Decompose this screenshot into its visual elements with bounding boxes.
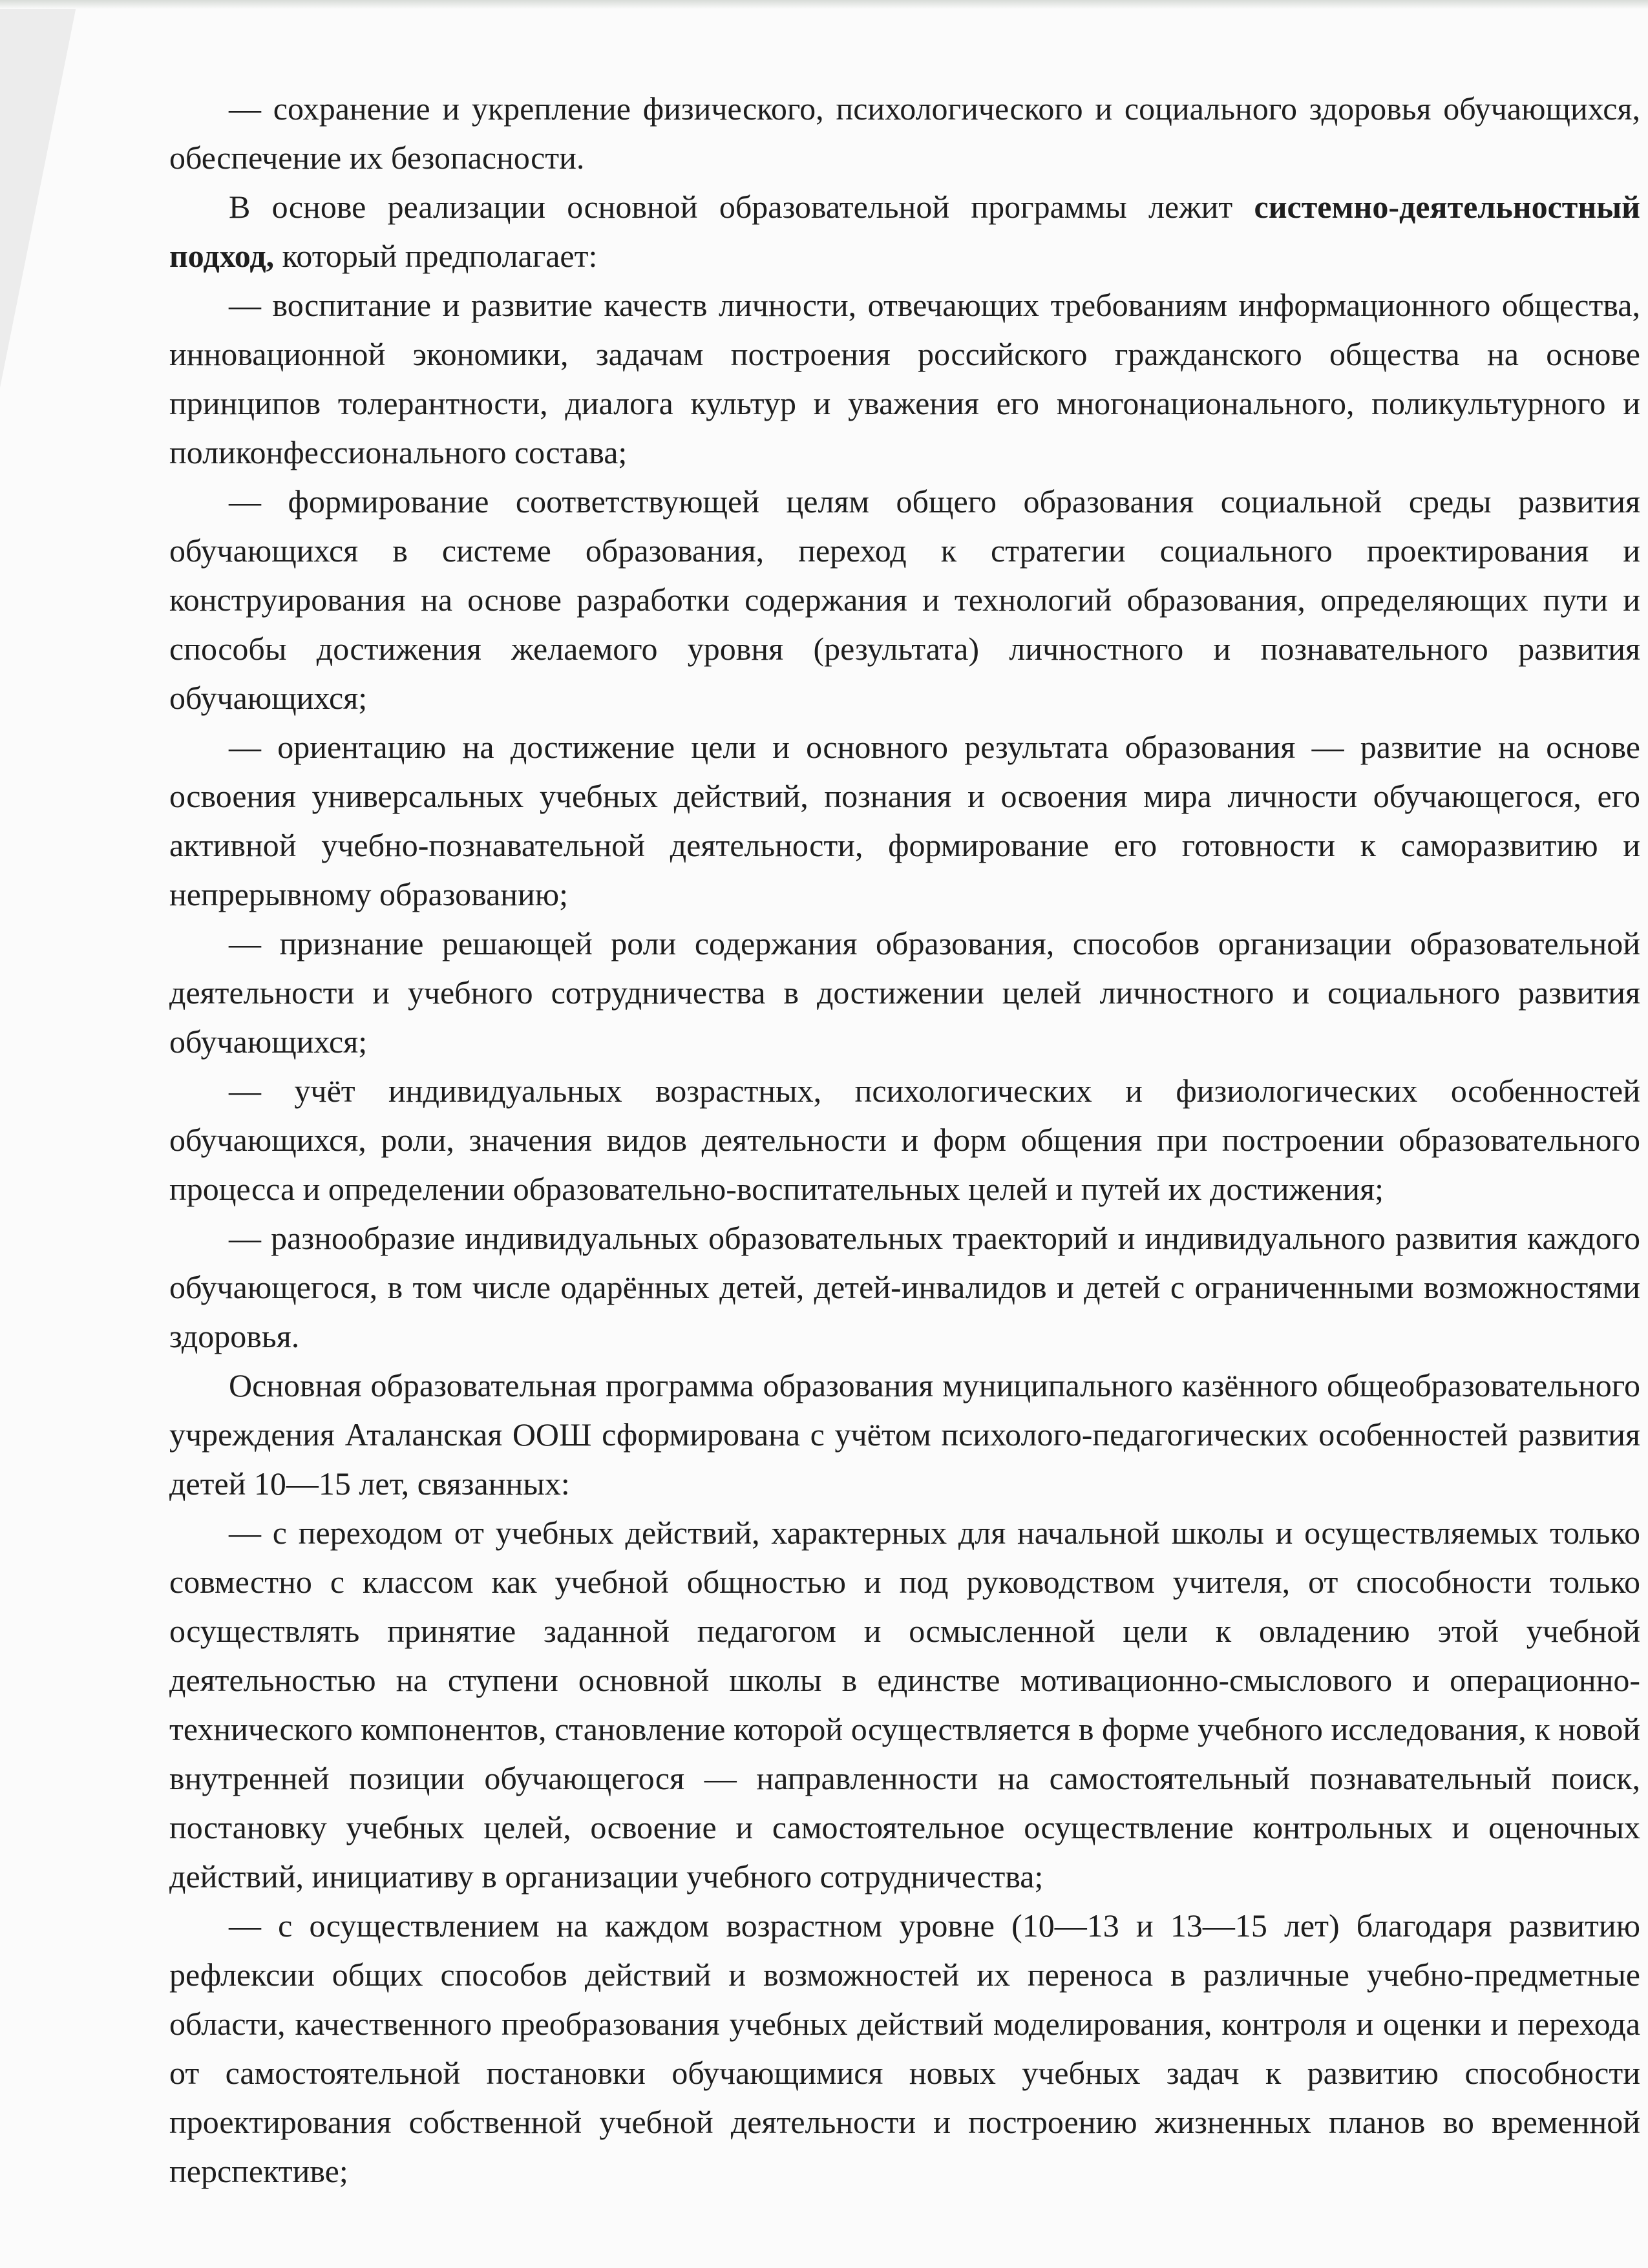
paragraph-list-item: — учёт индивидуальных возрастных, психологических и физиологических особенностей обучающихся, роли, значения видов деятельности и форм общения при построении образовательного процесса и определении образовательно-воспитательных целей и путей их достижения; <box>169 1073 1640 1207</box>
paragraph-list-item: — разнообразие индивидуальных образовательных траекторий и индивидуального развития каждого обучающегося, в том числе одарённых детей, детей-инвалидов и детей с ограниченными возможностями здоровья. <box>169 1220 1640 1354</box>
bold-term: системно-деятельностный подход, <box>169 189 1640 274</box>
paragraph-list-item: — воспитание и развитие качеств личности, отвечающих требованиям информационного общества, инновационной экономики, задачам построения российского гражданского общества на основе принципов толерантности, диалога культур и уважения его многонационального, поликультурного и поликонфессионального состава; <box>169 287 1640 470</box>
paragraph-list-item: — с осуществлением на каждом возрастном уровне (10—13 и 13—15 лет) благодаря развитию рефлексии общих способов действий и возможностей их переноса в различные учебно-предметные области, качественного преобразования учебных действий моделирования, контроля и оценки и перехода от самостоятельной постановки обучающимися новых учебных задач к развитию способности проектирования собственной учебной деятельности и построению жизненных планов во временной перспективе; <box>169 1907 1640 2189</box>
paragraph-lead-in: В основе реализации основной образовательной программы лежит <box>229 189 1254 225</box>
paragraph-system-activity-approach <box>169 182 1640 280</box>
paragraph-list-item: — формирование соответствующей целям общего образования социальной среды развития обучающихся в системе образования, переход к стратегии социального проектирования и конструирования на основе разработки содержания и технологий образования, определяющих пути и способы достижения желаемого уровня (результата) личностного и познавательного развития обучающихся; <box>169 483 1640 716</box>
paragraph-lead-out: который предполагает: <box>274 238 598 274</box>
paragraph-list-item: — ориентацию на достижение цели и основного результата образования — развитие на основе освоения универсальных учебных действий, познания и освоения мира личности обучающегося, его активной учебно-познавательной деятельности, формирование его готовности к саморазвитию и непрерывному образованию; <box>169 729 1640 912</box>
paragraph-program-basis: Основная образовательная программа образования муниципального казённого общеобразовательного учреждения Аталанская ООШ сформирована с учётом психолого-педагогических особенностей развития детей 10—15 лет, связанных: <box>169 1367 1640 1502</box>
paragraph-health: — сохранение и укрепление физического, психологического и социального здоровья обучающихся, обеспечение их безопасности. <box>169 90 1640 176</box>
document-body <box>169 84 1640 2196</box>
paragraph-list-item: — признание решающей роли содержания образования, способов организации образовательной деятельности и учебного сотрудничества в достижении целей личностного и социального развития обучающихся; <box>169 925 1640 1060</box>
paragraph-list-item: — с переходом от учебных действий, характерных для начальной школы и осуществляемых только совместно с классом как учебной общностью и под руководством учителя, от способности только осуществлять принятие заданной педагогом и осмысленной цели к овладению этой учебной деятельностью на ступени основной школы в единстве мотивационно-смыслового и операционно-технического компонентов, становление которой осуществляется в форме учебного исследования, к новой внутренней позиции обучающегося — направленности на самостоятельный познавательный поиск, постановку учебных целей, освоение и самостоятельное осуществление контрольных и оценочных действий, инициативу в организации учебного сотрудничества; <box>169 1515 1640 1895</box>
scan-top-edge <box>0 0 1648 9</box>
page-corner-fold <box>0 0 78 388</box>
